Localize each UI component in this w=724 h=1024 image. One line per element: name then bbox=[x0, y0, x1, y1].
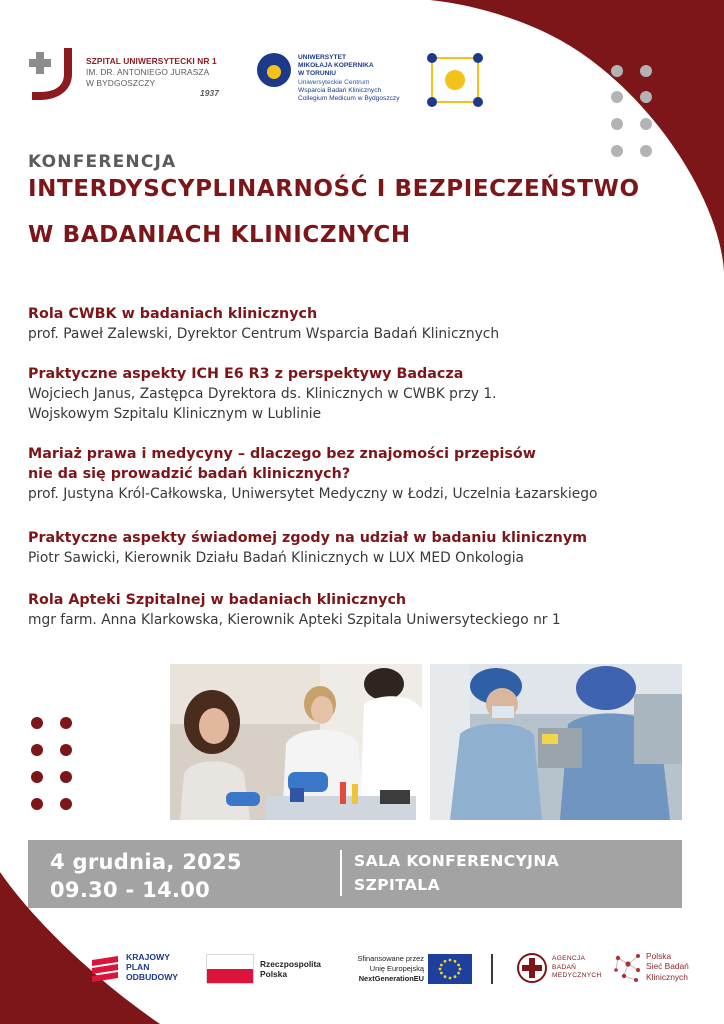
poland-flag-icon bbox=[206, 954, 254, 984]
kpo-logo bbox=[90, 952, 200, 988]
footer-separator bbox=[491, 954, 493, 984]
talk-title: Rola CWBK w badaniach klinicznych bbox=[28, 306, 318, 322]
date-venue-bar bbox=[28, 840, 682, 908]
umk-sub-line3: Collegium Medicum w Bydgoszczy bbox=[298, 94, 400, 102]
rp-line1: Rzeczpospolita bbox=[260, 959, 321, 969]
umk-logo bbox=[256, 50, 426, 114]
event-kicker: KONFERENCJA bbox=[28, 152, 177, 172]
umk-sub-line2: Wsparcia Badań Klinicznych bbox=[298, 87, 382, 95]
cwbk-square-icon bbox=[426, 52, 484, 108]
talk-speaker: mgr farm. Anna Klarkowska, Kierownik Apteki Szpitala Uniwersyteckiego nr 1 bbox=[28, 612, 561, 628]
umk-name-line2: MIKOŁAJA KOPERNIKA bbox=[298, 61, 374, 69]
hospital-cross-j-icon bbox=[28, 44, 80, 104]
abm-cross-icon bbox=[516, 952, 548, 984]
hospital-logo bbox=[28, 44, 238, 106]
talk-title: Praktyczne aspekty świadomej zgody na udział w badaniu klinicznym bbox=[28, 530, 588, 546]
eu-funding-logo bbox=[340, 952, 480, 988]
abm-line2: BADAŃ bbox=[552, 963, 577, 971]
date-venue-divider bbox=[340, 850, 342, 896]
talk-speaker-line2: Wojskowym Szpitalu Klinicznym w Lublinie bbox=[28, 406, 322, 422]
umk-name-line1: UNIWERSYTET bbox=[298, 54, 346, 61]
talk-title-line1: Mariaż prawa i medycyny – dlaczego bez znajomości przepisów bbox=[28, 446, 536, 462]
kpo-line2: PLAN bbox=[126, 962, 150, 972]
talk-speaker-line1: Wojciech Janus, Zastępca Dyrektora ds. Klinicznych w CWBK przy 1. bbox=[28, 386, 497, 402]
talk-3 bbox=[28, 444, 668, 504]
event-date: 4 grudnia, 2025 bbox=[50, 850, 242, 874]
venue-line2: SZPITALA bbox=[354, 876, 440, 894]
abm-logo bbox=[516, 950, 612, 988]
umk-sub-line1: Uniwersyteckie Centrum bbox=[298, 79, 370, 87]
hospital-name-line1: SZPITAL UNIWERSYTECKI NR 1 bbox=[86, 56, 217, 66]
hospital-founding-year: 1937 bbox=[200, 88, 220, 98]
eu-line1: Sfinansowane przez bbox=[357, 954, 424, 963]
talk-title: Rola Apteki Szpitalnej w badaniach klinicznych bbox=[28, 592, 407, 608]
grey-dots-decoration bbox=[608, 62, 656, 160]
kpo-flag-icon bbox=[90, 954, 120, 984]
talk-title-line2: nie da się prowadzić badań klinicznych? bbox=[28, 466, 351, 482]
red-dots-decoration bbox=[28, 714, 78, 814]
kpo-line1: KRAJOWY bbox=[126, 952, 170, 962]
event-time: 09.30 - 14.00 bbox=[50, 878, 211, 902]
talk-speaker: prof. Justyna Król-Całkowska, Uniwersytet Medyczny w Łodzi, Uczelnia Łazarskiego bbox=[28, 486, 598, 502]
talk-2 bbox=[28, 364, 668, 424]
talk-speaker: prof. Paweł Zalewski, Dyrektor Centrum Wsparcia Badań Klinicznych bbox=[28, 326, 500, 342]
umk-name-line3: W TORUNIU bbox=[298, 69, 336, 77]
talk-1 bbox=[28, 304, 668, 344]
abm-line1: AGENCJA bbox=[552, 955, 586, 962]
event-title-line2: W BADANIACH KLINICZNYCH bbox=[28, 222, 411, 248]
talk-speaker: Piotr Sawicki, Kierownik Działu Badań Klinicznych w LUX MED Onkologia bbox=[28, 550, 524, 566]
talk-4 bbox=[28, 528, 668, 568]
event-title-line1: INTERDYSCYPLINARNOŚĆ I BEZPIECZEŃSTWO bbox=[28, 176, 640, 202]
rzeczpospolita-logo bbox=[206, 952, 326, 988]
abm-line3: MEDYCZNYCH bbox=[552, 972, 602, 980]
hospital-name-line2: IM. DR. ANTONIEGO JURASZA bbox=[86, 67, 210, 77]
eu-flag-icon bbox=[428, 954, 472, 984]
talk-title: Praktyczne aspekty ICH E6 R3 z perspektywy Badacza bbox=[28, 366, 464, 382]
psbk-line3: Klinicznych bbox=[646, 971, 688, 982]
umk-sun-icon bbox=[256, 52, 292, 88]
eu-line2: Unię Europejską bbox=[369, 964, 424, 973]
eu-line3: NextGenerationEU bbox=[358, 974, 424, 983]
lab-photo bbox=[170, 664, 422, 820]
psbk-network-icon bbox=[612, 950, 644, 986]
operating-room-photo bbox=[430, 664, 682, 820]
psbk-line1: Polska bbox=[646, 951, 672, 961]
hospital-name-line3: W BYDGOSZCZY bbox=[86, 78, 156, 88]
rp-line2: Polska bbox=[260, 969, 288, 979]
psbk-logo bbox=[612, 950, 712, 990]
venue-line1: SALA KONFERENCYJNA bbox=[354, 852, 560, 870]
talk-5 bbox=[28, 590, 668, 630]
psbk-line2: Sieć Badań bbox=[646, 961, 689, 972]
kpo-line3: ODBUDOWY bbox=[126, 972, 179, 982]
